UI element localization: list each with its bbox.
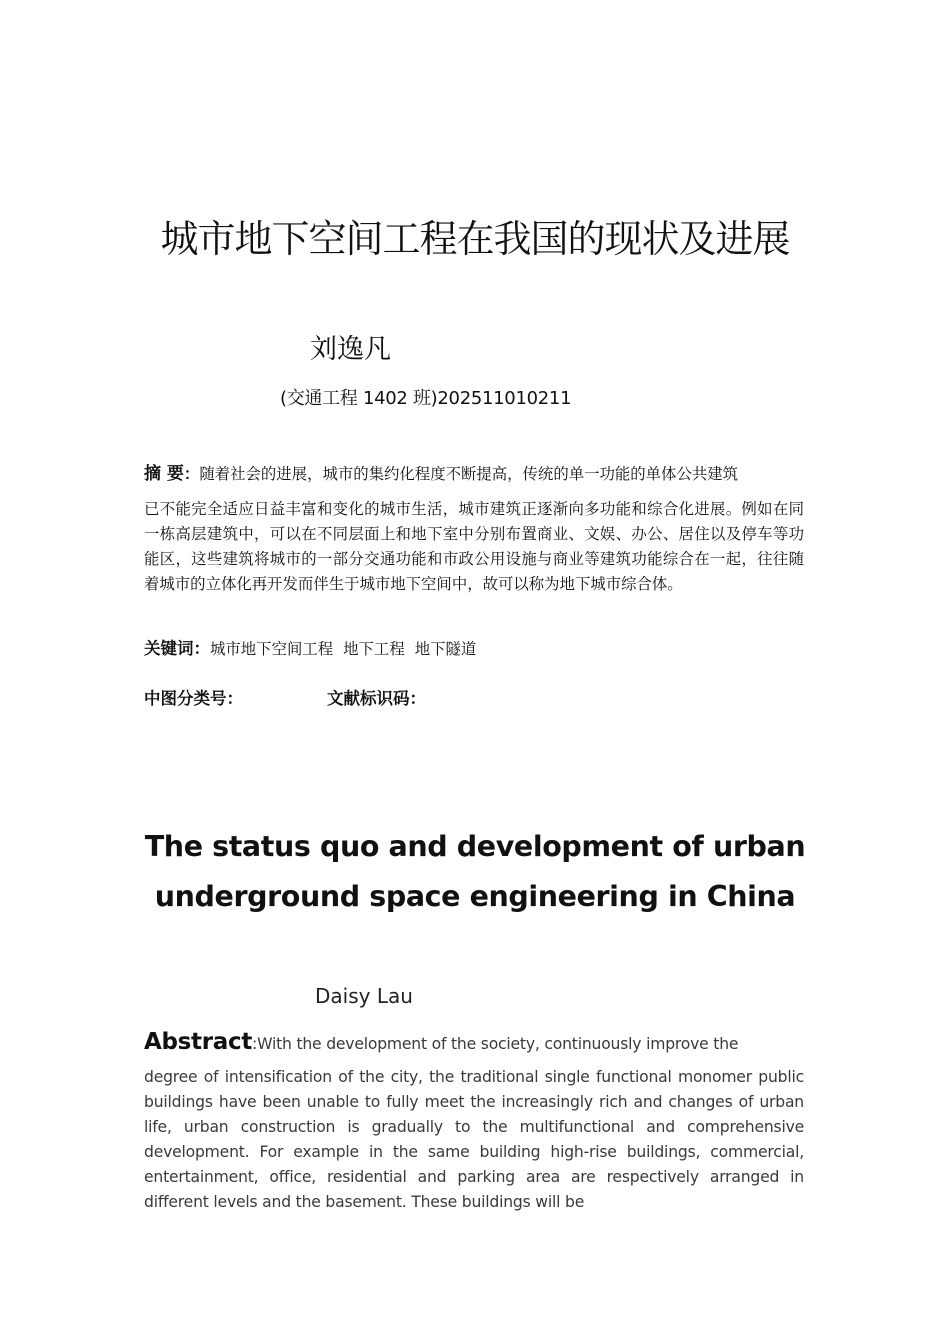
english-abstract-first-line <box>144 1030 804 1057</box>
keyword: 地下工程 <box>343 640 405 658</box>
english-title-line-1: The status quo and development of urban <box>144 830 806 863</box>
chinese-abstract <box>144 462 804 597</box>
chinese-keywords <box>144 636 486 662</box>
chinese-abstract-body: 已不能完全适应日益丰富和变化的城市生活，城市建筑正逐渐向多功能和综合化进展。例如在同一栋高层建筑中，可以在不同层面上和地下室中分别布置商业、文娱、办公、居住以及停车等功能区，这些建筑将城市的一部分交通功能和市政公用设施与商业等建筑功能综合在一起，往往随着城市的立体化再开发而伴生于城市地下空间中，故可以称为地下城市综合体。 <box>144 500 804 593</box>
chinese-title: 城市地下空间工程在我国的现状及进展 <box>160 217 790 261</box>
keyword: 地下隧道 <box>414 640 477 658</box>
english-title-line-2: underground space engineering in China <box>154 880 796 913</box>
chinese-abstract-first-line <box>144 462 804 487</box>
class-number-label: 中图分类号： <box>144 689 243 708</box>
english-abstract-label: Abstract <box>144 1029 253 1055</box>
english-abstract-body: degree of intensification of the city, the traditional single functional monomer public buildings have been unable to fully meet the increasingly rich and changes of urban life, urban construction is gradually to the multifunctional and comprehensive development. For example in the same building high-rise buildings, commercial, entertainment, office, residential and parking area are respectively arranged in different levels and the basement. These buildings will be <box>144 1068 804 1211</box>
keyword: 城市地下空间工程 <box>210 640 334 658</box>
document-code-label: 文献标识码： <box>327 689 426 708</box>
chinese-keywords-label: 关键词： <box>144 639 210 658</box>
english-abstract-first-text: :With the development of the society, continuously improve the <box>252 1035 739 1053</box>
chinese-author: 刘逸凡 <box>310 334 391 365</box>
english-author: Daisy Lau <box>315 984 413 1008</box>
chinese-affiliation: (交通工程 1402 班)202511010211 <box>280 388 572 409</box>
english-title <box>0 822 950 922</box>
chinese-abstract-colon: ： <box>183 465 200 483</box>
chinese-abstract-label: 摘 要 <box>144 464 184 484</box>
english-abstract <box>144 1030 804 1215</box>
chinese-abstract-first-text: 随着社会的进展，城市的集约化程度不断提高，传统的单一功能的单体公共建筑 <box>199 465 739 483</box>
